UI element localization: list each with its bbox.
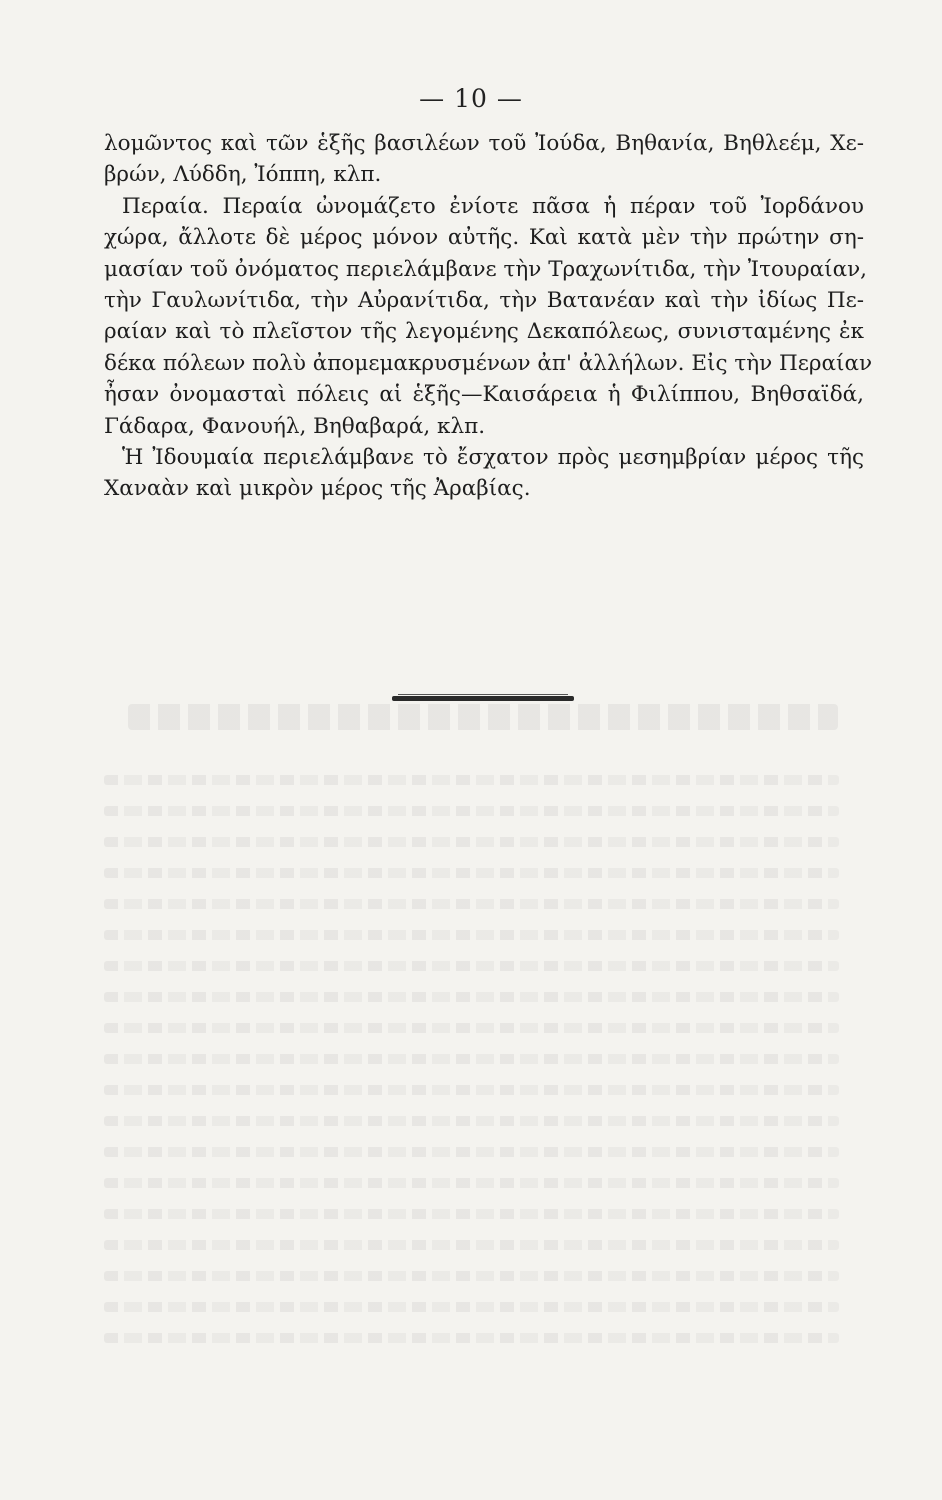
text-line: μασίαν τοῦ ὀνόματος περιελάμβανε τὴν Τραχωνίτιδα, τὴν Ἰτουραίαν, bbox=[104, 256, 868, 282]
body-text bbox=[104, 128, 873, 505]
show-through-line bbox=[104, 1116, 839, 1126]
show-through-line bbox=[104, 1240, 839, 1250]
text-line: βρών, Λύδδη, Ἰόππη, κλπ. bbox=[104, 162, 382, 188]
text-line: Γάδαρα, Φανουήλ, Βηθαβαρά, κλπ. bbox=[104, 413, 486, 439]
show-through-line bbox=[104, 1271, 839, 1281]
show-through-line bbox=[104, 1333, 839, 1343]
show-through-heading bbox=[128, 704, 838, 730]
show-through-line bbox=[104, 1085, 839, 1095]
text-line: δέκα πόλεων πολὺ ἀπομεμακρυσμένων ἀπ' ἀλλήλων. Εἰς τὴν Περαίαν bbox=[104, 350, 873, 376]
show-through-line bbox=[104, 1054, 839, 1064]
text-line: τὴν Γαυλωνίτιδα, τὴν Αὐρανίτιδα, τὴν Βατανέαν καὶ τὴν ἰδίως Πε- bbox=[104, 287, 864, 313]
divider-hairline bbox=[398, 694, 568, 695]
show-through-line bbox=[104, 775, 839, 785]
text-line: ἦσαν ὀνομασταὶ πόλεις αἱ ἑξῆς—Καισάρεια ἡ Φιλίππου, Βηθσαϊδά, bbox=[104, 382, 864, 408]
show-through-line bbox=[104, 1023, 839, 1033]
show-through-line bbox=[104, 837, 839, 847]
page-number: — 10 — bbox=[419, 84, 523, 113]
divider-rule bbox=[392, 696, 574, 701]
show-through-line bbox=[104, 1178, 839, 1188]
show-through-line bbox=[104, 899, 839, 909]
show-through-line bbox=[104, 992, 839, 1002]
show-through-line bbox=[104, 868, 839, 878]
show-through-line bbox=[104, 1209, 839, 1219]
text-line: χώρα, ἄλλοτε δὲ μέρος μόνον αὐτῆς. Καὶ κατὰ μὲν τὴν πρώτην ση- bbox=[104, 225, 864, 251]
text-line: Περαία. Περαία ὠνομάζετο ἐνίοτε πᾶσα ἡ πέραν τοῦ Ἰορδάνου bbox=[122, 193, 864, 219]
show-through-line bbox=[104, 806, 839, 816]
show-through-line bbox=[104, 930, 839, 940]
show-through-line bbox=[104, 1302, 839, 1312]
show-through-line bbox=[104, 961, 839, 971]
text-line: λομῶντος καὶ τῶν ἑξῆς βασιλέων τοῦ Ἰούδα, Βηθανία, Βηθλεέμ, Χε- bbox=[104, 131, 864, 156]
section-divider bbox=[392, 694, 574, 703]
text-line: Ἡ Ἰδουμαία περιελάμβανε τὸ ἔσχατον πρὸς μεσημβρίαν μέρος τῆς bbox=[122, 444, 864, 470]
text-line: ραίαν καὶ τὸ πλεῖστον τῆς λεγομένης Δεκαπόλεως, συνισταμένης ἐκ bbox=[104, 319, 864, 345]
text-line: Χαναὰν καὶ μικρὸν μέρος τῆς Ἀραβίας. bbox=[104, 476, 531, 502]
show-through-line bbox=[104, 1147, 839, 1157]
